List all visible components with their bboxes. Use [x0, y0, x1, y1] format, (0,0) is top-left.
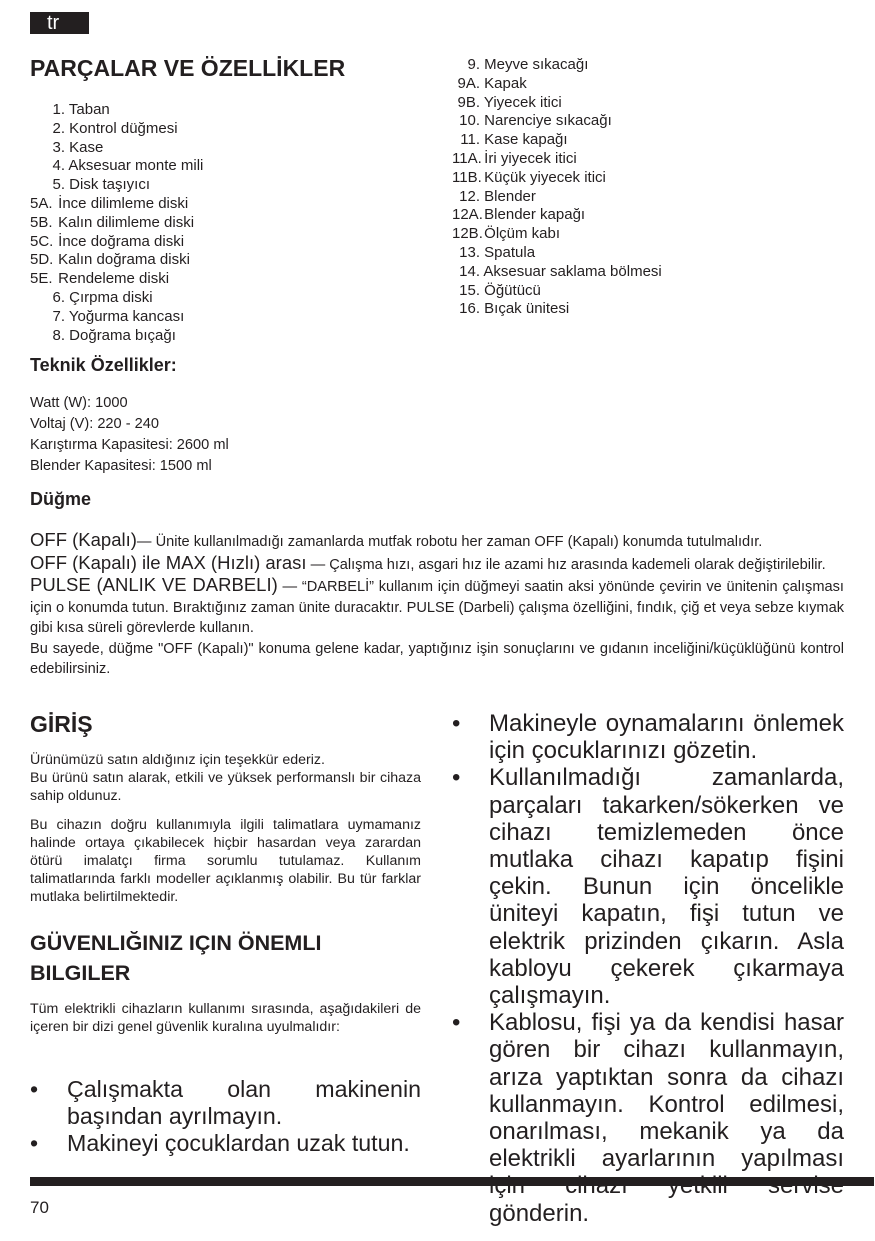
safety-bullets-left	[30, 1076, 421, 1158]
list-item: 3. Kase	[52, 138, 104, 156]
language-tab: tr	[30, 12, 89, 34]
parts-list-right	[452, 56, 662, 319]
knob-section	[30, 530, 844, 680]
list-item: 9A. Kapak	[457, 74, 527, 92]
knob-closing: Bu sayede, düğme "OFF (Kapalı)" konuma gelene kadar, yaptığınız işin sonuçlarını ve gıdanın inceliğini/küçüklüğünü kontrol edebilirsiniz.	[30, 640, 844, 677]
knob-title: Düğme	[30, 489, 92, 509]
bullet-item: • Makineyi çocuklardan uzak tutun.	[30, 1130, 410, 1157]
knob-off: OFF (Kapalı)— Ünite kullanılmadığı zamanlarda mutfak robotu her zaman OFF (Kapalı) konumda tutulmalıdır.	[30, 529, 763, 550]
bullet-icon: •	[452, 764, 461, 792]
list-item: 5B. Kalın dilimleme diski	[30, 213, 195, 231]
bullet-icon: •	[452, 710, 461, 737]
spec-line: Karıştırma Kapasitesi: 2600 ml	[30, 437, 229, 453]
knob-range: OFF (Kapalı) ile MAX (Hızlı) arası — Çalışma hızı, asgari hız ile azami hız arasında kademeli olarak değiştirilebilir.	[30, 551, 826, 573]
list-item: 7. Yoğurma kancası	[52, 307, 185, 325]
list-item: 6. Çırpma diski	[52, 288, 153, 306]
list-item: 5E. Rendeleme diski	[30, 270, 170, 288]
list-item: 12A. Blender kapağı	[452, 206, 586, 224]
intro-text	[30, 751, 421, 907]
intro-line: Bu ürünü satın alarak, etkili ve yüksek performanslı bir cihaza sahip oldunuz.	[30, 770, 421, 805]
list-item: 12B. Ölçüm kabı	[452, 225, 561, 243]
bullet-icon: •	[452, 1009, 461, 1037]
list-item: 9. Meyve sıkacağı	[467, 56, 589, 73]
list-item: 2. Kontrol düğmesi	[52, 119, 178, 137]
list-item: 1. Taban	[52, 101, 110, 118]
parts-list-left	[30, 101, 203, 345]
bullet-icon: •	[30, 1076, 39, 1102]
safety-title: GÜVENLIĞINIZ IÇIN ÖNEMLI BILGILER	[30, 931, 322, 985]
list-item: 5A. İnce dilimleme diski	[30, 194, 189, 212]
specs-list	[30, 393, 229, 477]
list-item: 8. Doğrama bıçağı	[52, 326, 176, 344]
list-item: 4. Aksesuar monte mili	[52, 157, 204, 175]
spec-line: Blender Kapasitesi: 1500 ml	[30, 458, 212, 474]
list-item: 5. Disk taşıyıcı	[52, 176, 151, 194]
bullet-icon: •	[30, 1130, 39, 1157]
list-item: 11B. Küçük yiyecek itici	[452, 168, 606, 186]
bullet-item: • Kablosu, fişi ya da kendisi hasar gören bir cihazı kullanmayın, arıza yaptıktan sonra da cihazı kullanmayın. Kontrol edilmesi, onarılması, mekanik ya da elektrikli ayarlarının yapılması gönderin.	[452, 1009, 844, 1227]
list-item: 11A. İri yiyecek itici	[452, 149, 577, 167]
list-item: 5D. Kalın doğrama diski	[30, 251, 190, 269]
spec-line: Voltaj (V): 220 - 240	[30, 416, 159, 432]
list-item: 5C. İnce doğrama diski	[30, 232, 185, 250]
intro-paragraph: Bu cihazın doğru kullanımıyla ilgili talimatlara uymamanız halinde ortaya çıkabilecek hiçbir hasardan veya zarardan ötürü imalatçı firma sorumlu tutulamaz. Kullanım talimatlarında farklı modeller açıklanmış olabilir. Bu tür farklar mutlaka belirtilmektedir.	[30, 816, 421, 906]
specs-title: Teknik Özellikler:	[30, 355, 177, 375]
intro-line: Ürünümüzü satın aldığınız için teşekkür ederiz.	[30, 752, 325, 768]
safety-bullets-right	[452, 710, 844, 1227]
footer-rule	[30, 1177, 874, 1186]
list-item: 13. Spatula	[459, 243, 536, 261]
list-item: 15. Öğütücü	[459, 281, 541, 299]
list-item: 14. Aksesuar saklama bölmesi	[459, 262, 662, 280]
spec-line: Watt (W): 1000	[30, 395, 128, 411]
list-item: 12. Blender	[459, 187, 536, 205]
safety-lead: Tüm elektrikli cihazların kullanımı sırasında, aşağıdakileri de içeren bir dizi genel güvenlik kuralına uyulmalıdır:	[30, 1001, 421, 1036]
bullet-item: • Kullanılmadığı zamanlarda, parçaları takarken/sökerken ve cihazı temizlemeden önce mutlaka cihazı kapatıp fişini çekin. Bunun için öncelikle üniteyi kapatın, fişi tutun ve elektrik prizinden çıkarın. Asla kabloyu çekerek çıkarmaya çalışmayın.	[452, 764, 844, 1010]
bullet-item: • Çalışmakta olan makinenin başından ayrılmayın.	[30, 1076, 421, 1130]
list-item: 11. Kase kapağı	[460, 131, 568, 149]
list-item: 16. Bıçak ünitesi	[459, 300, 570, 318]
list-item: 10. Narenciye sıkacağı	[459, 112, 612, 130]
knob-pulse: PULSE (ANLIK VE DARBELI) — “DARBELİ” kullanım için düğmeyi saatin aksi yönünde çevirin ve ünitenin çalışması için o konumda tutun. Bıraktığınız zaman ünite duracaktır. PULSE (Darbeli) çalışma özelliğini, fındık, çiğ et veya sebze kıymak gibi kısa süreli görevlerde kullanın.	[30, 574, 844, 636]
list-item: 9B. Yiyecek itici	[457, 93, 562, 111]
parts-title: PARÇALAR VE ÖZELLİKLER	[30, 55, 346, 81]
bullet-item: • Makineyle oynamalarını önlemek için çocuklarınızı gözetin.	[452, 710, 844, 765]
intro-title: GİRİŞ	[30, 711, 93, 737]
page-number: 70	[30, 1198, 49, 1217]
